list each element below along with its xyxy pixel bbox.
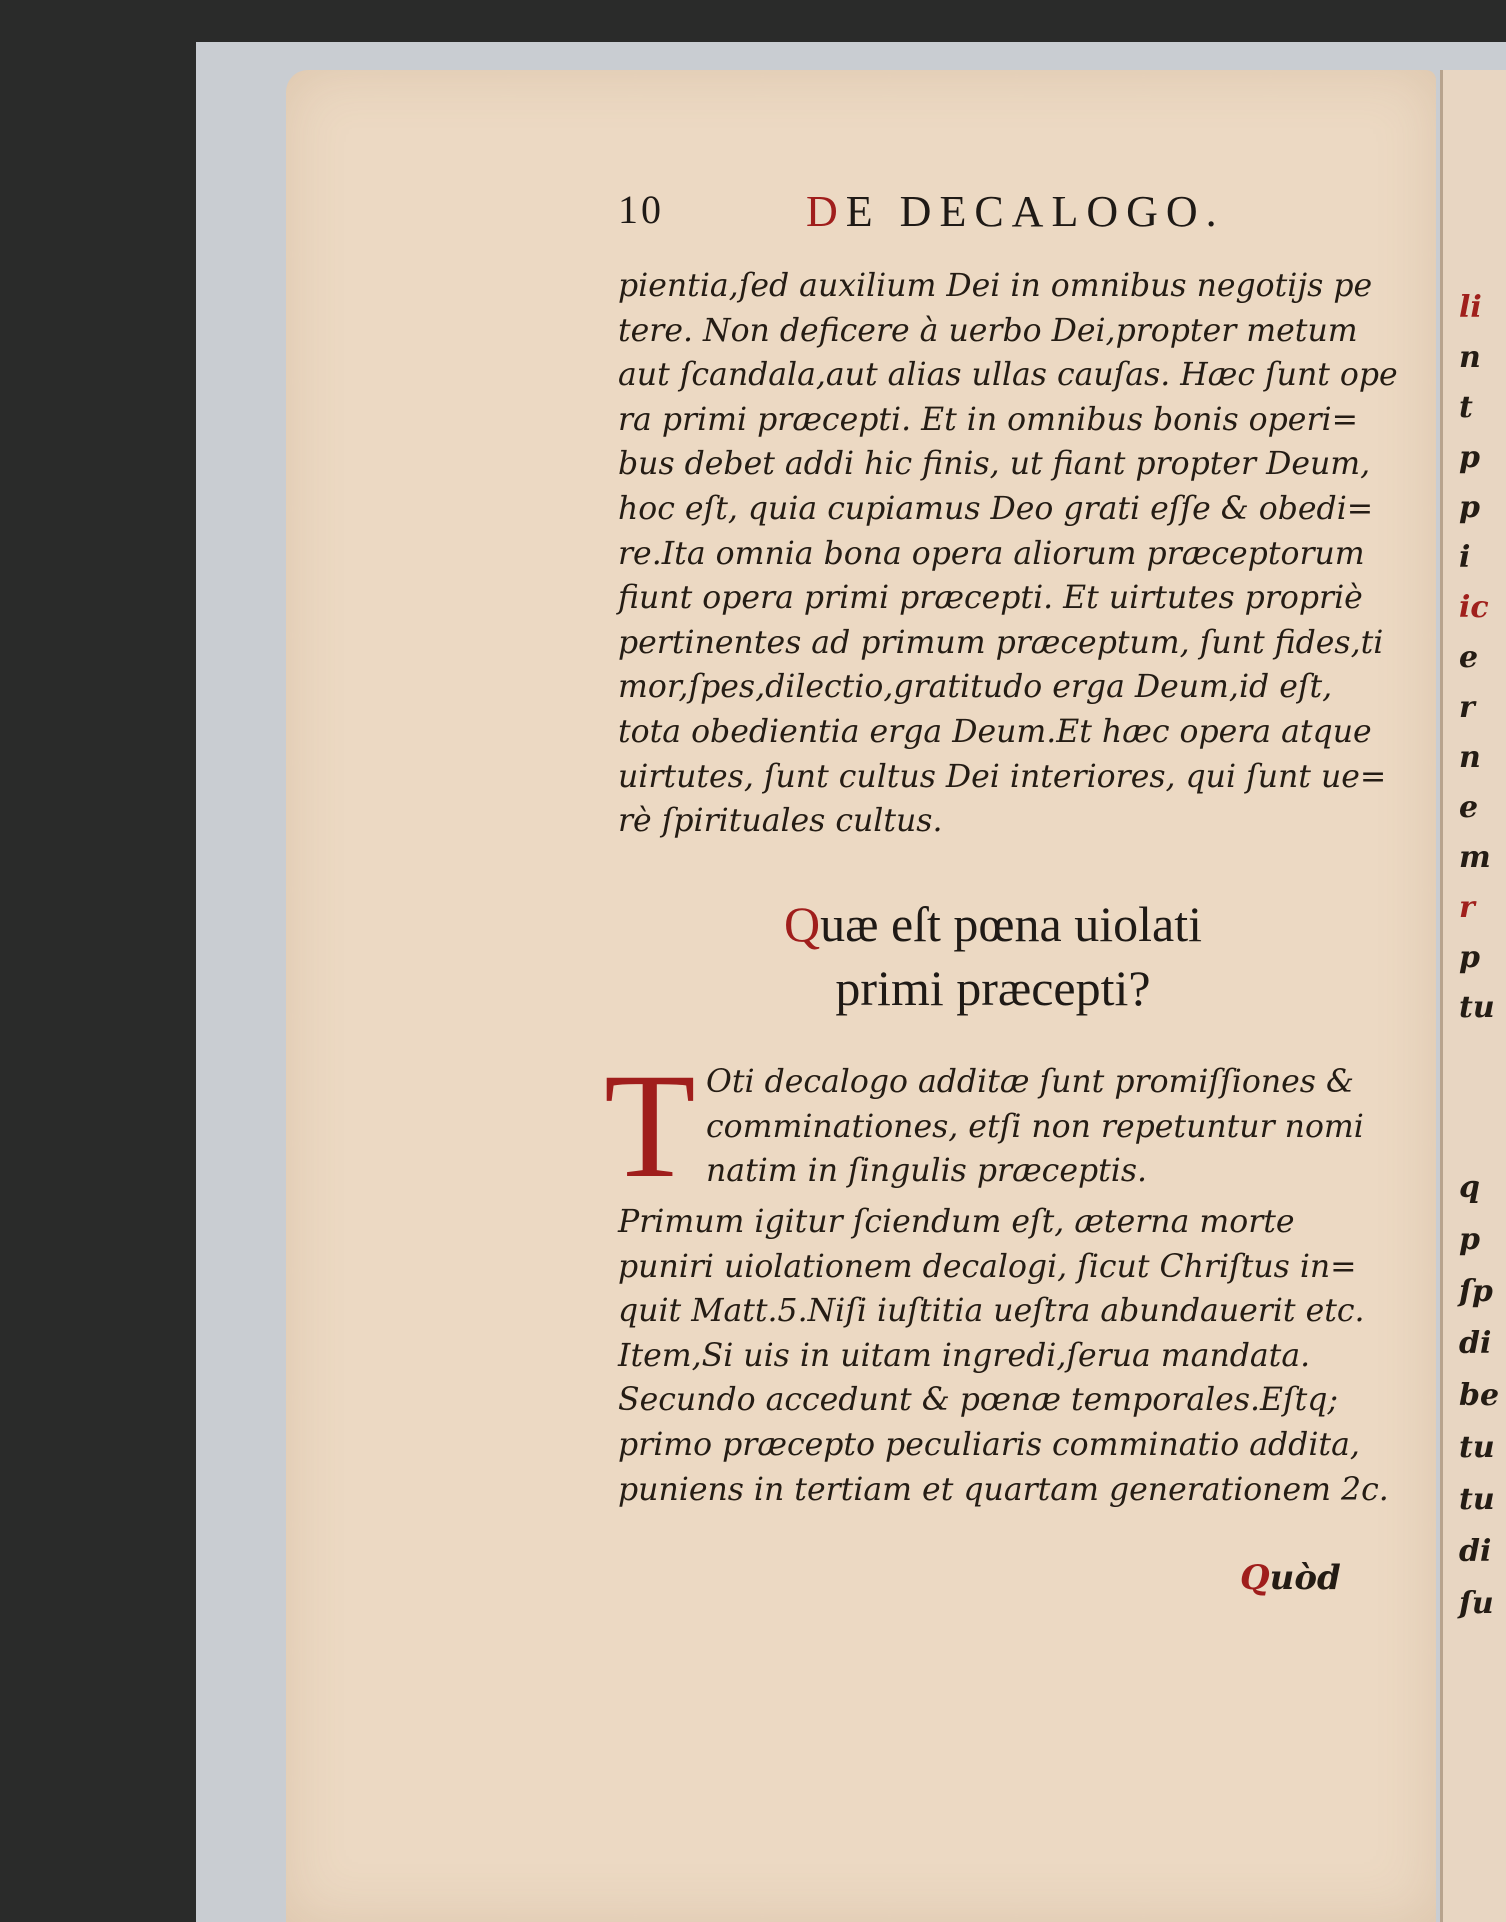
heading-line-1 bbox=[618, 892, 1368, 956]
paragraph-3-line: Item,Si uis in uitam ingredi,ſerua mandata. bbox=[618, 1337, 1311, 1374]
title-initial-2: D bbox=[899, 187, 940, 236]
paragraph-2-line: natim in ſingulis præceptis. bbox=[706, 1153, 1148, 1190]
paragraph-1-line: tere. Non deficere à uerbo Dei,propter metum bbox=[618, 312, 1358, 349]
facing-page-fragment: be bbox=[1459, 1378, 1500, 1413]
facing-page-fragment: p bbox=[1459, 440, 1480, 475]
paragraph-1-line: pientia,ſed auxilium Dei in omnibus negotijs pe bbox=[618, 268, 1373, 304]
folio-number: 10 bbox=[618, 187, 664, 232]
facing-page-edge bbox=[1440, 70, 1506, 1922]
paragraph-1-line: rè ſpirituales cultus. bbox=[618, 803, 943, 840]
catchword: Quòd bbox=[1240, 1558, 1341, 1598]
facing-page-fragment: q bbox=[1459, 1170, 1480, 1205]
paragraph-1-line: re.Ita omnia bona opera aliorum præceptorum bbox=[618, 535, 1365, 572]
facing-page-fragment: e bbox=[1459, 640, 1479, 675]
facing-page-fragment: e bbox=[1459, 790, 1479, 825]
paragraph-1-line: bus debet addi hic finis, ut fiant propter Deum, bbox=[618, 446, 1371, 483]
facing-page-fragment: t bbox=[1459, 390, 1473, 425]
paragraph-1-line: aut ſcandala,aut alias ullas cauſas. Hæc ſunt ope bbox=[618, 357, 1398, 394]
heading-line-1-rest: uæ eſt pœna uiolati bbox=[820, 896, 1202, 952]
facing-page-fragment: m bbox=[1459, 840, 1491, 875]
paragraph-3-line: puniri uiolationem decalogi, ſicut Chriſtus in= bbox=[618, 1248, 1357, 1285]
paragraph-2-line: Oti decalogo additæ ſunt promiſſiones & bbox=[706, 1064, 1354, 1100]
title-rest-2: ECALOGO. bbox=[939, 187, 1225, 236]
paragraph-2-line: comminationes, etſi non repetuntur nomi bbox=[706, 1108, 1364, 1145]
running-title bbox=[806, 186, 1225, 237]
running-head bbox=[618, 186, 1268, 246]
facing-page-fragment: li bbox=[1459, 290, 1482, 325]
paragraph-1-line: uirtutes, ſunt cultus Dei interiores, qui ſunt ue= bbox=[618, 758, 1387, 795]
facing-page-fragment: p bbox=[1459, 1222, 1480, 1257]
section-heading bbox=[618, 892, 1368, 1020]
title-rest: E bbox=[845, 187, 900, 236]
facing-page-fragment: tu bbox=[1459, 990, 1495, 1025]
paragraph-1-line: fiunt opera primi præcepti. Et uirtutes propriè bbox=[618, 580, 1363, 617]
facing-page-fragment: ſu bbox=[1459, 1586, 1494, 1621]
facing-page-fragment: di bbox=[1459, 1326, 1492, 1361]
facing-page-fragment: i bbox=[1459, 540, 1471, 575]
facing-page-fragment: p bbox=[1459, 490, 1480, 525]
paragraph-1-line: ra primi præcepti. Et in omnibus bonis operi= bbox=[618, 401, 1358, 438]
paragraph-3-line: puniens in tertiam et quartam generationem 2c. bbox=[618, 1471, 1389, 1508]
paragraph-1-line: mor,ſpes,dilectio,gratitudo erga Deum,id eſt, bbox=[618, 669, 1333, 706]
paragraph-2 bbox=[706, 1060, 1366, 1194]
paragraph-1 bbox=[618, 264, 1398, 844]
facing-page-fragment: n bbox=[1459, 740, 1481, 775]
facing-page-fragment: n bbox=[1459, 340, 1481, 375]
heading-line-2: primi præcepti? bbox=[835, 960, 1151, 1016]
facing-page-fragment: tu bbox=[1459, 1482, 1495, 1517]
paragraph-3-line: quit Matt.5.Niſi iuſtitia ueſtra abundauerit etc. bbox=[618, 1293, 1365, 1330]
paragraph-3-line: Secundo accedunt & pœnæ temporales.Eſtq; bbox=[618, 1382, 1339, 1419]
paragraph-3-line: primo præcepto peculiaris comminatio addita, bbox=[618, 1426, 1360, 1463]
facing-page-fragment: r bbox=[1459, 890, 1475, 925]
paragraph-1-line: hoc eſt, quia cupiamus Deo grati eſſe & obedi= bbox=[618, 490, 1374, 527]
facing-page-fragment: ic bbox=[1459, 590, 1489, 625]
paragraph-3-line: Primum igitur ſciendum eſt, æterna morte bbox=[618, 1204, 1295, 1240]
facing-page-fragment: p bbox=[1459, 940, 1480, 975]
facing-page-fragment: tu bbox=[1459, 1430, 1495, 1465]
facing-page-fragment: ſp bbox=[1459, 1274, 1493, 1309]
facing-page-fragment: r bbox=[1459, 690, 1475, 725]
title-initial: D bbox=[806, 187, 846, 236]
paragraph-3 bbox=[618, 1200, 1389, 1512]
heading-initial: Q bbox=[784, 896, 821, 952]
paragraph-1-line: tota obedientia erga Deum.Et hæc opera atque bbox=[618, 713, 1372, 750]
facing-page-fragment: di bbox=[1459, 1534, 1492, 1569]
paragraph-1-line: pertinentes ad primum præceptum, ſunt fides,ti bbox=[618, 624, 1384, 661]
drop-cap: T bbox=[604, 1043, 696, 1209]
